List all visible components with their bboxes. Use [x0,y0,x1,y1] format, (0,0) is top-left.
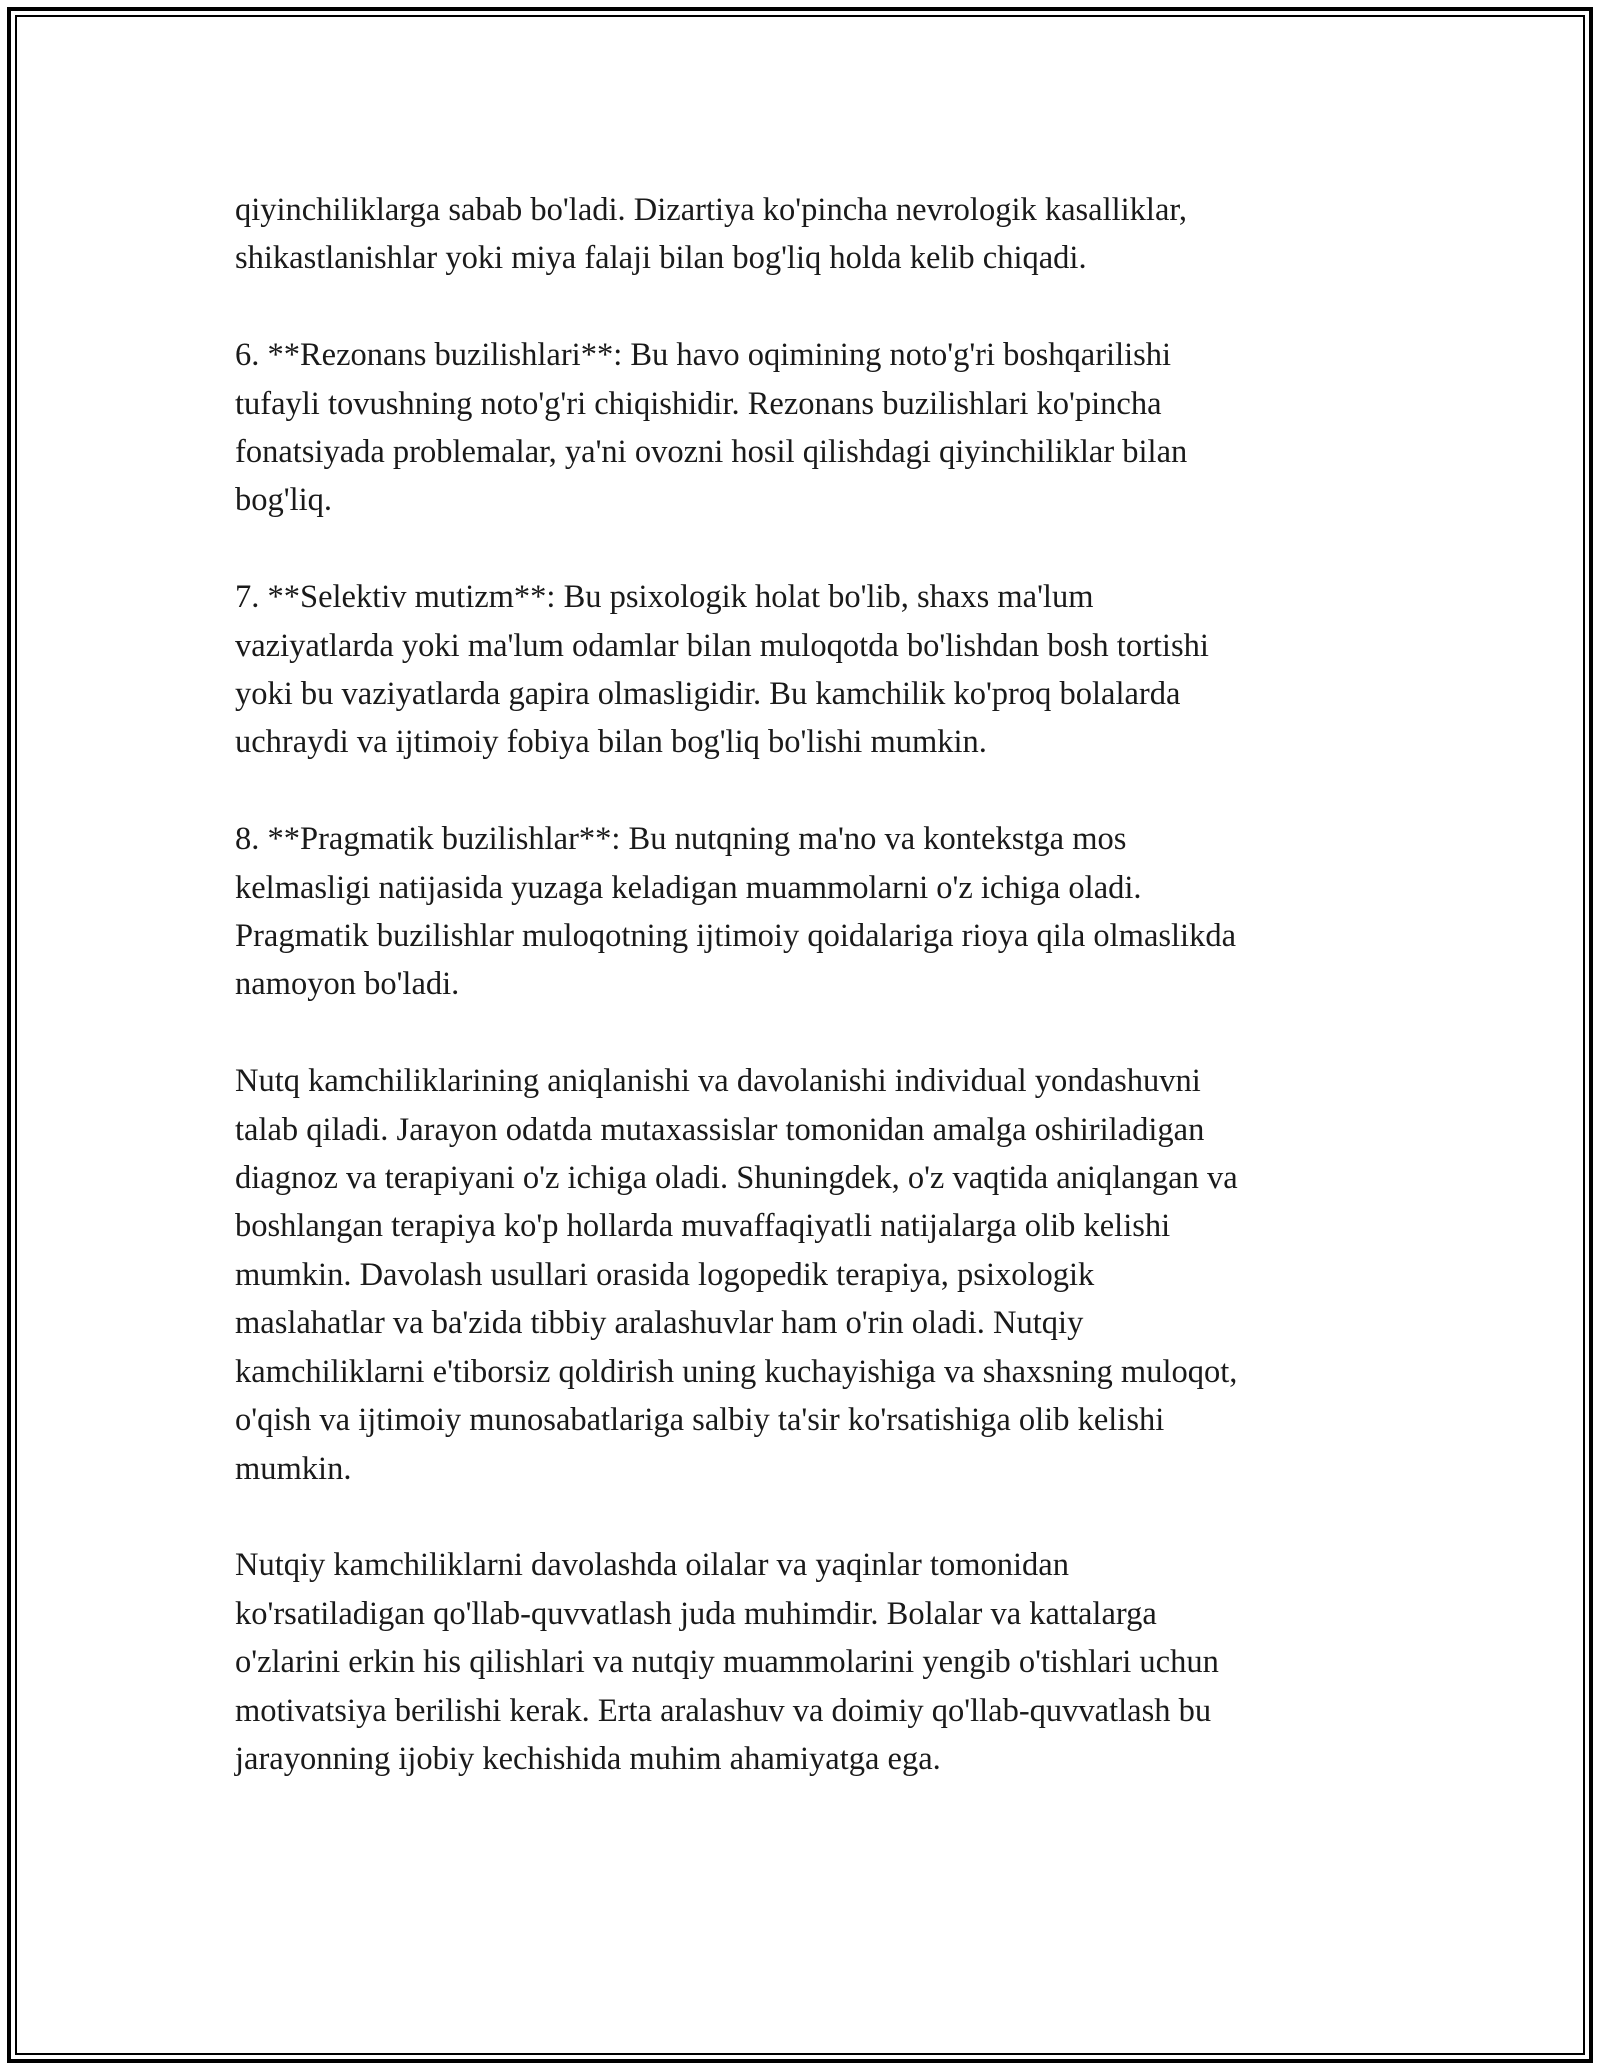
paragraph-qollab-quvvatlash [235,1541,1385,1783]
text-line: Pragmatik buzilishlar muloqotning ijtimoiy qoidalariga rioya qila olmaslikda [235,918,1237,955]
text-line: ko'rsatiladigan qo'llab-quvvatlash juda muhimdir. Bolalar va kattalarga [235,1595,1157,1632]
paragraph-pragmatik [235,815,1385,1009]
text-line: yoki bu vaziyatlarda gapira olmasligidir. Bu kamchilik ko'proq bolalarda [235,676,1181,713]
text-line: mumkin. Davolash usullari orasida logopedik terapiya, psixologik [235,1256,1095,1293]
text-line: namoyon bo'ladi. [235,966,460,1003]
paragraph-aniqlanishi-davolanishi [235,1057,1385,1493]
text-line: Nutqiy kamchiliklarni davolashda oilalar va yaqinlar tomonidan [235,1547,1069,1584]
text-line: diagnoz va terapiyani o'z ichiga oladi. Shuningdek, o'z vaqtida aniqlangan va [235,1160,1238,1197]
text-line: kelmasligi natijasida yuzaga keladigan muammolarni o'z ichiga oladi. [235,869,1142,906]
text-line: bog'liq. [235,482,333,519]
text-line: kamchiliklarni e'tiborsiz qoldirish uning kuchayishiga va shaxsning muloqot, [235,1353,1238,1390]
text-line: 8. **Pragmatik buzilishlar**: Bu nutqning ma'no va kontekstga mos [235,821,1127,858]
text-line: boshlangan terapiya ko'p hollarda muvaffaqiyatli natijalarga olib kelishi [235,1208,1171,1245]
text-line: motivatsiya berilishi kerak. Erta aralashuv va doimiy qo'llab-quvvatlash bu [235,1692,1212,1729]
text-line: 6. **Rezonans buzilishlari**: Bu havo oqimining noto'g'ri boshqarilishi [235,337,1172,374]
paragraph-dizartiya-continued [235,186,1385,283]
text-line: fonatsiyada problemalar, ya'ni ovozni hosil qilishdagi qiyinchiliklar bilan [235,434,1188,471]
text-line: tufayli tovushning noto'g'ri chiqishidir. Rezonans buzilishlari ko'pincha [235,385,1162,422]
text-line: vaziyatlarda yoki ma'lum odamlar bilan muloqotda bo'lishdan bosh tortishi [235,627,1209,664]
text-line: maslahatlar va ba'zida tibbiy aralashuvlar ham o'rin oladi. Nutqiy [235,1305,1084,1342]
text-line: mumkin. [235,1450,352,1487]
paragraph-rezonans [235,331,1385,525]
text-line: talab qiladi. Jarayon odatda mutaxassislar tomonidan amalga oshiriladigan [235,1111,1205,1148]
text-line: uchraydi va ijtimoiy fobiya bilan bog'liq bo'lishi mumkin. [235,724,987,761]
text-line: o'qish va ijtimoiy munosabatlariga salbiy ta'sir ko'rsatishiga olib kelishi [235,1402,1165,1439]
text-line: o'zlarini erkin his qilishlari va nutqiy muammolarini yengib o'tishlari uchun [235,1644,1219,1681]
document-body [235,186,1385,1783]
text-line: jarayonning ijobiy kechishida muhim ahamiyatga ega. [235,1740,941,1777]
paragraph-selektiv-mutizm [235,573,1385,767]
text-line: Nutq kamchiliklarining aniqlanishi va davolanishi individual yondashuvni [235,1063,1201,1100]
text-line: shikastlanishlar yoki miya falaji bilan bog'liq holda kelib chiqadi. [235,240,1087,277]
text-line: qiyinchiliklarga sabab bo'ladi. Dizartiya ko'pincha nevrologik kasalliklar, [235,192,1188,228]
text-line: 7. **Selektiv mutizm**: Bu psixologik holat bo'lib, shaxs ma'lum [235,579,1094,616]
